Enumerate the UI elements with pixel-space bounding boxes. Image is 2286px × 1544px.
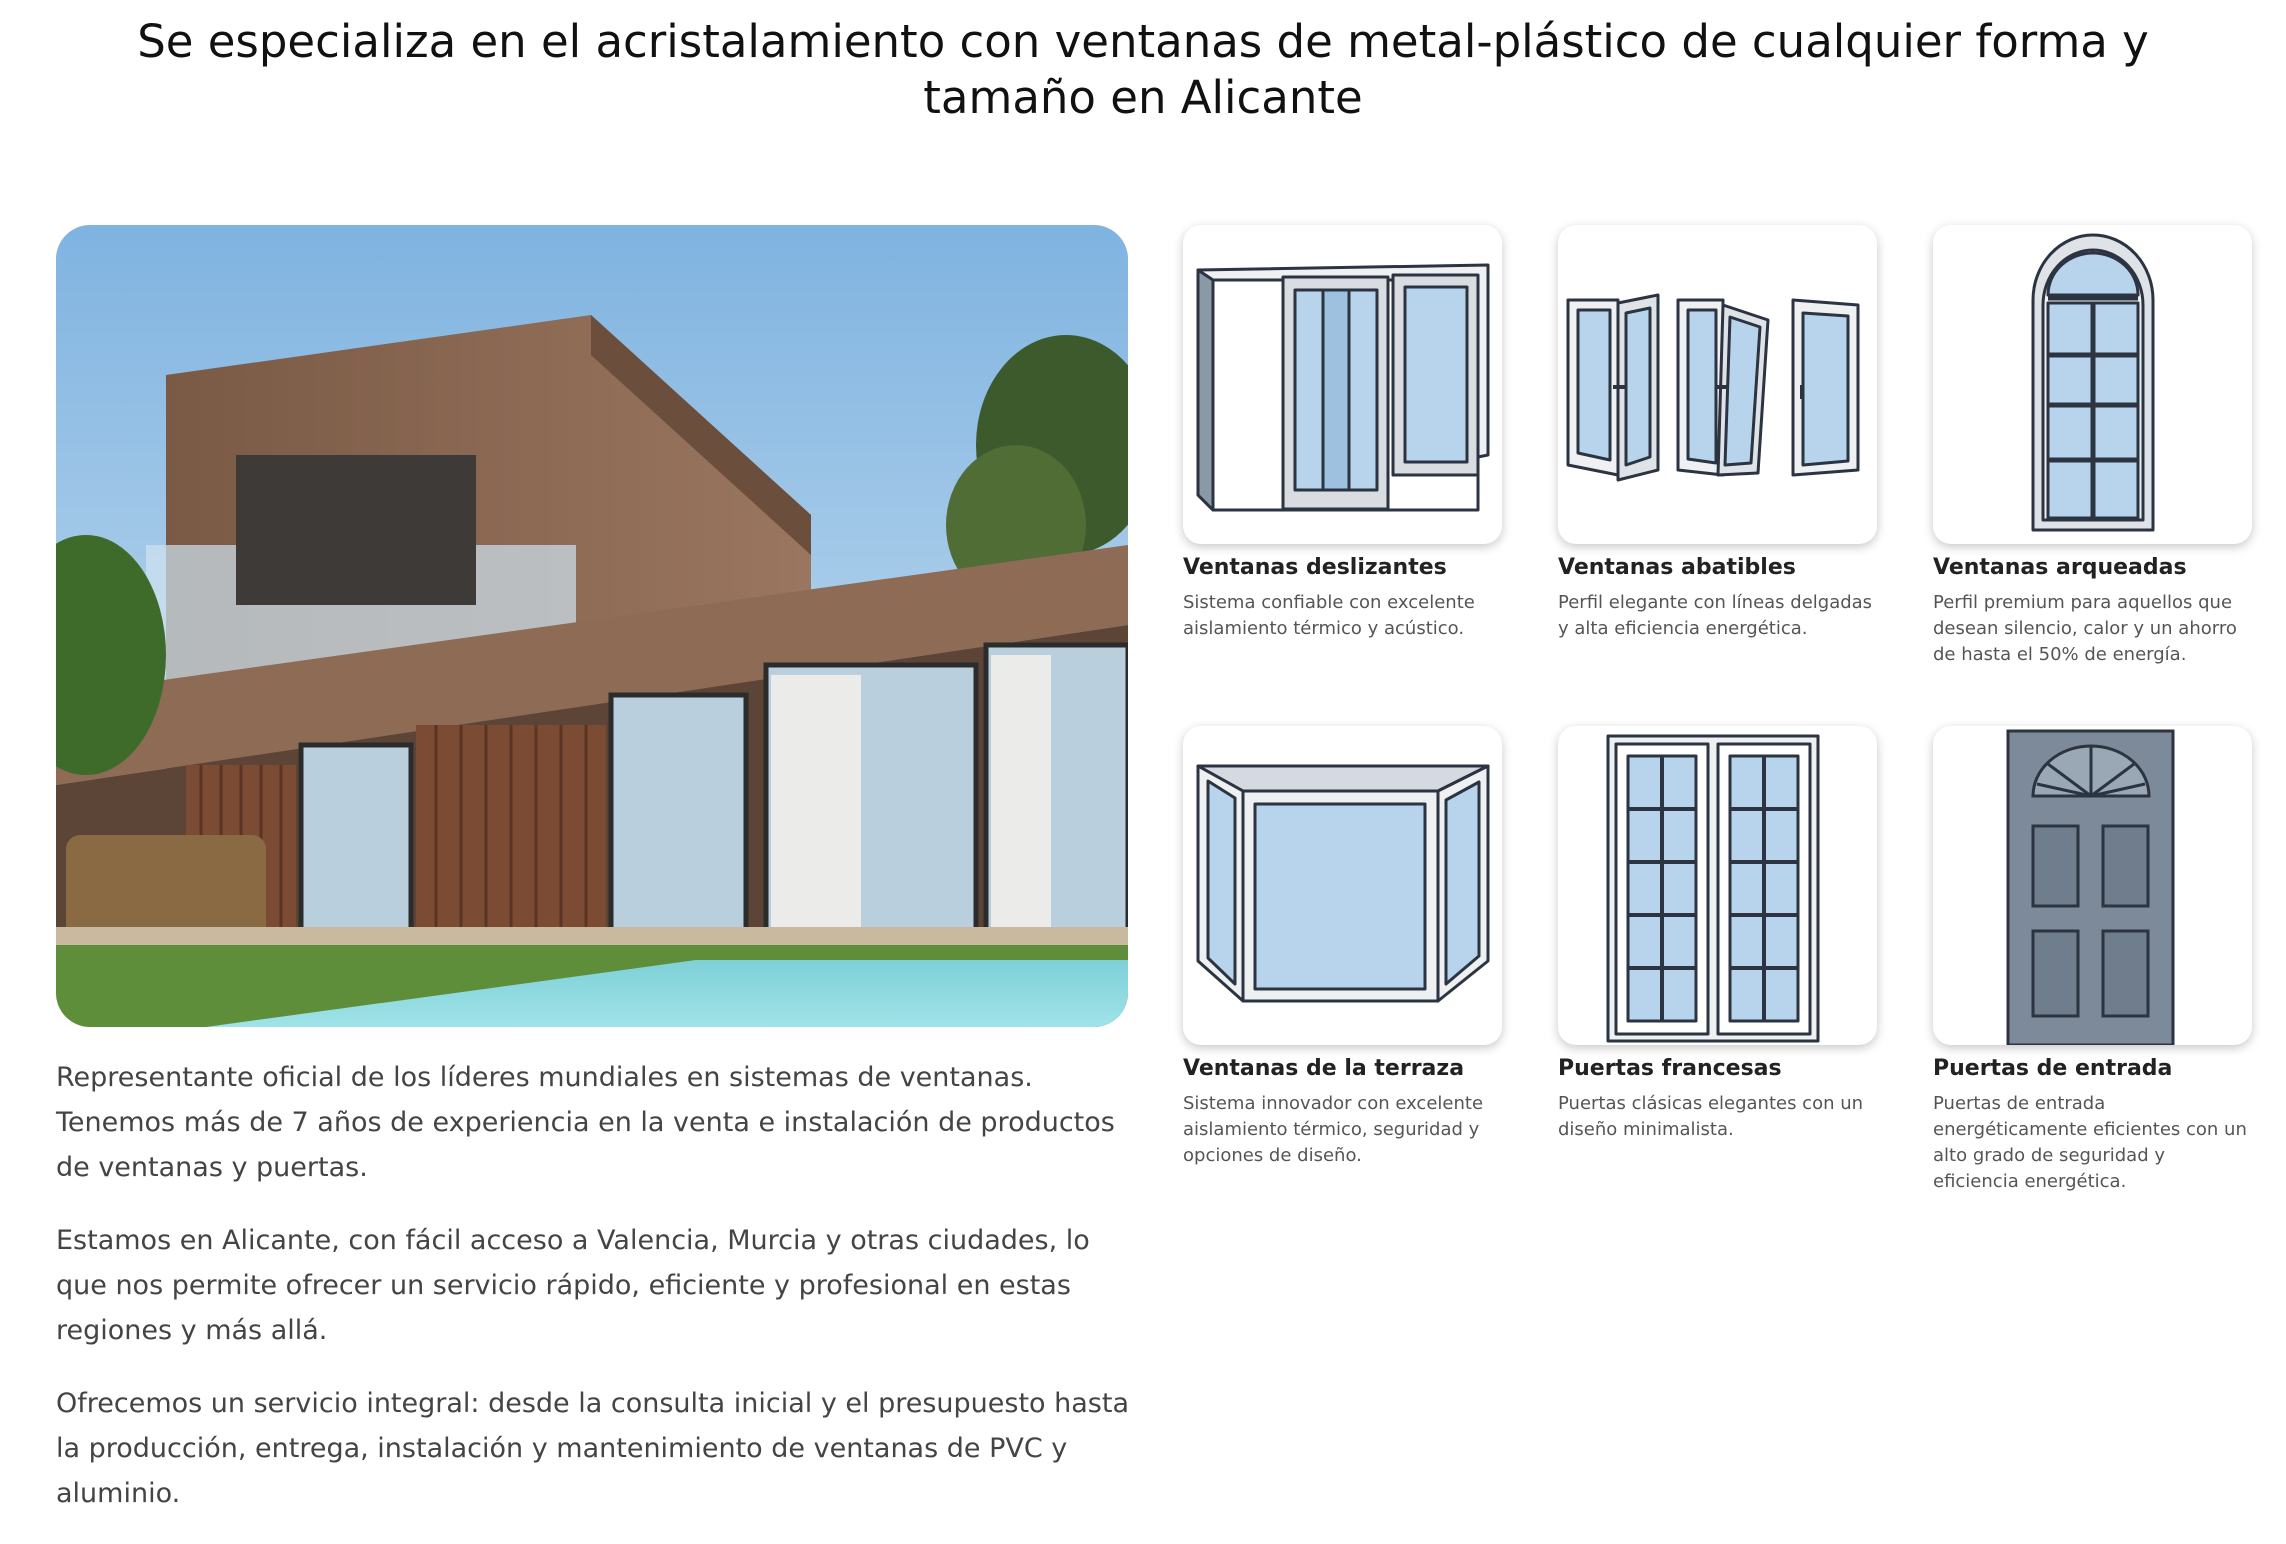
sliding-window-image — [1183, 225, 1502, 544]
product-card-arched-windows[interactable] — [1933, 225, 2256, 668]
product-title: Puertas de entrada — [1933, 1056, 2173, 1081]
product-description: Perfil premium para aquellos que desean silencio, calor y un ahorro de hasta el 50% de energía. — [1933, 592, 2237, 665]
product-card-entrance-doors[interactable] — [1933, 726, 2256, 1195]
about-paragraph: Representante oficial de los líderes mundiales en sistemas de ventanas. Tenemos más de 7 años de experiencia en la venta e instalación de productos de ventanas y puertas. — [56, 1062, 1115, 1183]
product-title: Ventanas abatibles — [1558, 555, 1796, 580]
casement-window-image — [1558, 225, 1877, 544]
product-card-french-doors[interactable] — [1558, 726, 1881, 1143]
product-card-terrace-windows[interactable] — [1183, 726, 1506, 1169]
about-text — [56, 1055, 1136, 1544]
product-description: Sistema innovador con excelente aislamiento térmico, seguridad y opciones de diseño. — [1183, 1093, 1484, 1166]
product-title: Puertas francesas — [1558, 1056, 1782, 1081]
entrance-door-image — [1933, 726, 2252, 1045]
about-paragraph: Ofrecemos un servicio integral: desde la consulta inicial y el presupuesto hasta la producción, entrega, instalación y mantenimiento de ventanas de PVC y aluminio. — [56, 1388, 1129, 1509]
page-title: Se especializa en el acristalamiento con ventanas de metal-plástico de cualquier forma y tamaño en Alicante — [137, 15, 2149, 124]
terrace-window-image — [1183, 726, 1502, 1045]
product-title: Ventanas arqueadas — [1933, 555, 2187, 580]
hero-house-image — [56, 225, 1128, 1027]
product-description: Puertas clásicas elegantes con un diseño minimalista. — [1558, 1093, 1864, 1140]
product-description: Sistema confiable con excelente aislamiento térmico y acústico. — [1183, 592, 1475, 639]
about-paragraph: Estamos en Alicante, con fácil acceso a Valencia, Murcia y otras ciudades, lo que nos permite ofrecer un servicio rápido, eficiente y profesional en estas regiones y más allá. — [56, 1225, 1090, 1346]
arched-window-image — [1933, 225, 2252, 544]
product-title: Ventanas deslizantes — [1183, 555, 1447, 580]
product-description: Puertas de entrada energéticamente eficientes con un alto grado de seguridad y eficiencia energética. — [1933, 1093, 2247, 1192]
product-card-sliding-windows[interactable] — [1183, 225, 1506, 642]
product-card-casement-windows[interactable] — [1558, 225, 1881, 642]
product-description: Perfil elegante con líneas delgadas y alta eficiencia energética. — [1558, 592, 1873, 639]
french-doors-image — [1558, 726, 1877, 1045]
product-title: Ventanas de la terraza — [1183, 1056, 1465, 1081]
